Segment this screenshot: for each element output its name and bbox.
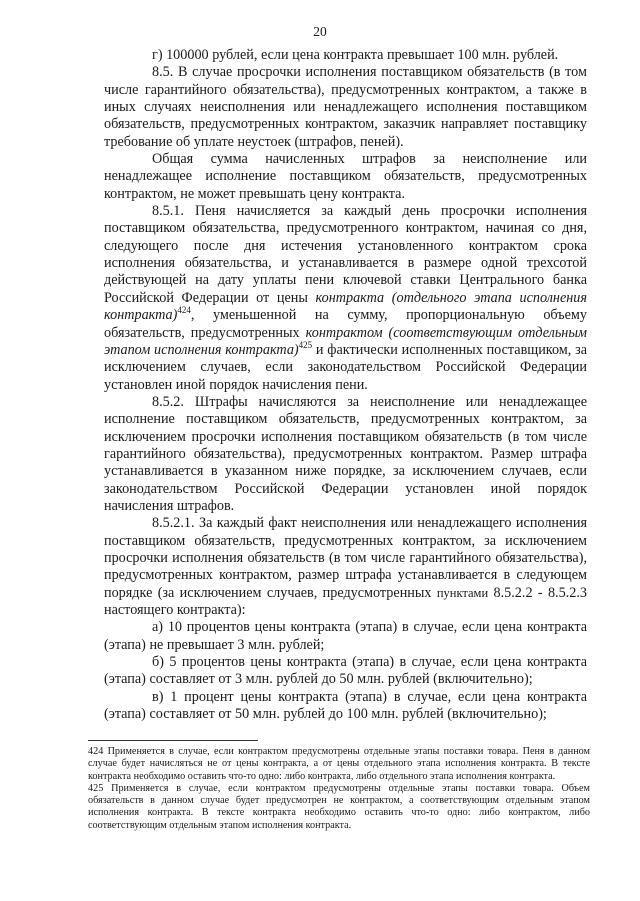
paragraph-8-5-2-1-text-b: 8.5.2.2 - 8.5.2.3 настоящего контракта): [104,584,587,618]
paragraph-8-5-1-italic-b: контрактом (соответствующим отдельным этапом исполнения контракта) [104,324,587,358]
paragraph-8-5: 8.5. В случае просрочки исполнения поставщиком обязательств (в том числе гарантийного обязательства), предусмотренных контрактом, а также в иных случаях неисполнения или ненадлежащего исполнения поставщиком обязательств, предусмотренных контрактом, заказчик направляет поставщику требование об уплате неустоек (штрафов, пеней). [104,64,587,150]
paragraph-8-5-1-italic-a: контракта (отдельного этапа исполнения контракта) [104,289,587,324]
footnote-ref-425[interactable]: 425 [298,339,313,350]
paragraph-item-g: г) 100000 рублей, если цена контракта превышает 100 млн. рублей. [152,47,559,63]
footnote-ref-424[interactable]: 424 [177,305,191,316]
paragraph-total-fines: Общая сумма начисленных штрафов за неисполнение или ненадлежащее исполнение поставщиком обязательств, предусмотренных контрактом, не может превышать цену контракта. [104,151,587,202]
list-item-v: в) 1 процент цены контракта (этапа) в случае, если цена контракта (этапа) составляет от 50 млн. рублей до 100 млн. рублей (включительно); [104,688,587,723]
list-item-a: а) 10 процентов цены контракта (этапа) в случае, если цена контракта (этапа) не превышает 3 млн. рублей; [104,619,587,653]
paragraph-8-5-2: 8.5.2. Штрафы начисляются за неисполнение или ненадлежащее исполнение поставщиком обязательств, предусмотренных контрактом, за исключением просрочки исполнения поставщиком обязательств (в том числе гарантийного обязательства), предусмотренных контрактом. Размер штрафа устанавливается в указанном ниже порядке, за исключением случаев, если законодательством Российской Федерации установлен иной порядок начисления штрафов. [104,393,587,514]
footnote-425: 425 Применяется в случае, если контрактом предусмотрены отдельные этапы поставки товара. Объем обязательств в данном случае будет предусмотрен не контрактом, а соответствующим отдельным этапом исполнения контракта. В тексте контракта необходимо оставить что-то одно: либо контрактом, либо соответствующим отдельным этапом исполнения контракта. [88,782,590,831]
paragraph-8-5-2-1 [104,515,587,619]
list-item-b: б) 5 процентов цены контракта (этапа) в случае, если цена контракта (этапа) составляет от 3 млн. рублей до 50 млн. рублей (включительно); [104,654,587,688]
paragraph-8-5-2-1-text-a: 8.5.2.1. За каждый факт неисполнения или ненадлежащего исполнения поставщиком обязательств, предусмотренных контрактом, за исключением просрочки исполнения обязательств (в том числе гарантийного обязательства), предусмотренных контрактом, размер штрафа устанавливается в следующем порядке (за исключением случаев, предусмотренных [104,515,587,601]
paragraph-8-5-1-text-c: и фактически исполненных поставщиком, за исключением случаев, если законодательством Российской Федерации установлен иной порядок начисления пени. [104,341,587,393]
paragraph-8-5-1-text-b: , уменьшенной на сумму, пропорциональную объему обязательств, предусмотренных [104,307,587,341]
page-number: 20 [313,24,327,39]
paragraph-8-5-1 [104,203,587,394]
paragraph-8-5-2-1-small: пунктами [436,585,489,600]
footnotes [88,746,590,832]
document-body [104,47,587,723]
footnote-424: 424 Применяется в случае, если контрактом предусмотрены отдельные этапы поставки товара. Пеня в данном случае будет начисляться не от цены контракта, а от цены отдельного этапа исполнения контракта. В тексте контракта необходимо оставить что-то одно: либо контракта, либо отдельного этапа исполнения контракта. [88,746,590,782]
paragraph-8-5-1-text-a: 8.5.1. Пеня начисляется за каждый день просрочки исполнения поставщиком обязательства, предусмотренного контрактом, начиная со дня, следующего после дня истечения установленного контрактом срока исполнения обязательства, и устанавливается в размере одной трехсотой действующей на дату уплаты пени ключевой ставки Центрального банка Российской Федерации от цены [104,203,587,306]
footnote-divider [88,740,258,741]
